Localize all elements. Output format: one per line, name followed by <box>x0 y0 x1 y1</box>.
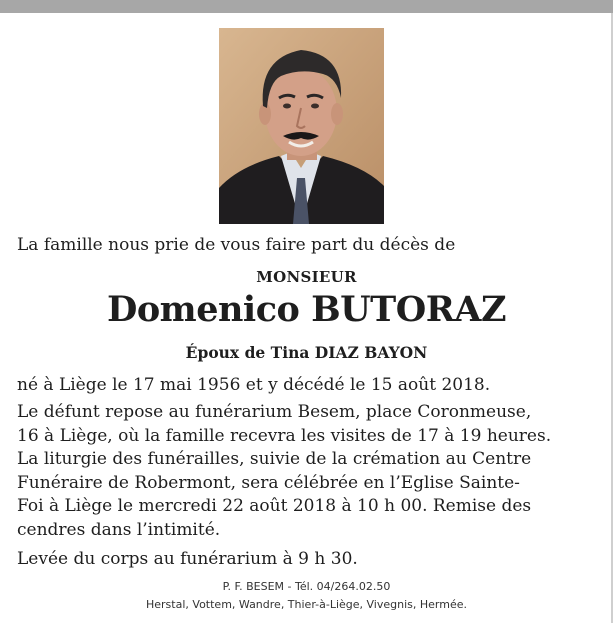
paragraph-line: cendres dans l’intimité. <box>17 519 221 540</box>
funeral-home-footer <box>0 578 613 614</box>
funeral-home-locations: Herstal, Vottem, Wandre, Thier-à-Liège, Vivegnis, Hermée. <box>146 598 467 611</box>
paragraph-line: Le défunt repose au funérarium Besem, place Coronmeuse, <box>17 402 532 422</box>
deceased-name: Domenico BUTORAZ <box>106 289 506 330</box>
paragraph-line: Funéraire de Robermont, sera célébrée en l’Eglise Sainte- <box>17 472 520 493</box>
levee-line: Levée du corps au funérarium à 9 h 30. <box>17 549 358 569</box>
spouse-line: Époux de Tina DIAZ BAYON <box>185 343 428 362</box>
paragraph-line: Foi à Liège le mercredi 22 août 2018 à 10 h 00. Remise des <box>17 496 532 516</box>
birth-death-dates: né à Liège le 17 mai 1956 et y décédé le 15 août 2018. <box>17 375 491 395</box>
paragraph-line: 16 à Liège, où la famille recevra les visites de 17 à 19 heures. <box>17 425 552 446</box>
honorific-title: MONSIEUR <box>256 268 357 286</box>
top-border-bar <box>0 0 613 13</box>
paragraph-line: La liturgie des funérailles, suivie de la crémation au Centre <box>17 449 532 469</box>
intro-text: La famille nous prie de vous faire part du décès de <box>17 235 456 255</box>
deceased-portrait-photo <box>219 28 384 224</box>
funeral-home-contact: P. F. BESEM - Tél. 04/264.02.50 <box>222 580 391 593</box>
arrangements-paragraph <box>17 401 607 542</box>
